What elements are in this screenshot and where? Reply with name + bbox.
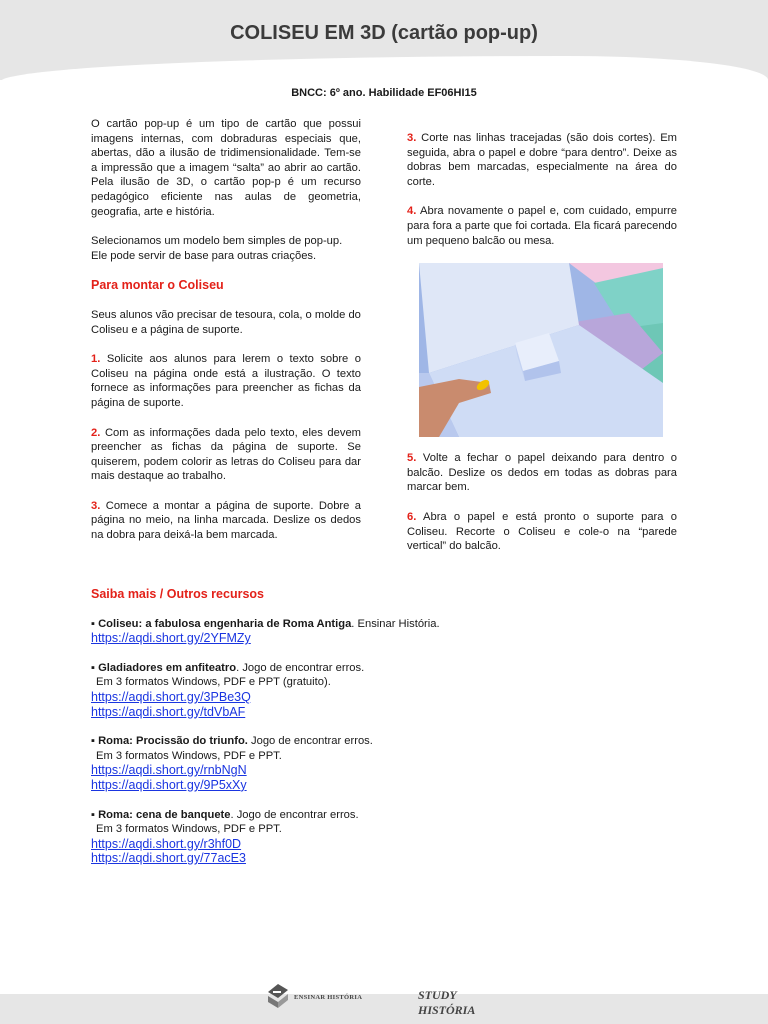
popup-card-illustration xyxy=(419,263,663,437)
step-number: 2. xyxy=(91,426,101,439)
resource-item xyxy=(91,734,511,792)
resource-link[interactable]: https://aqdi.short.gy/77acE3 xyxy=(91,851,246,866)
resource-item xyxy=(91,808,511,866)
step-number: 6. xyxy=(407,510,417,523)
resource-formats: Em 3 formatos Windows, PDF e PPT. xyxy=(96,823,282,836)
resource-link[interactable]: https://aqdi.short.gy/r3hf0D xyxy=(91,836,242,851)
more-resources-section xyxy=(91,587,511,881)
resource-desc: . Jogo de encontrar erros. xyxy=(230,808,359,821)
bullet-icon: ▪ xyxy=(91,808,95,821)
materials-paragraph: Seus alunos vão precisar de tesoura, cola, o molde do Coliseu e a página de suporte. xyxy=(91,308,361,336)
resource-link[interactable]: https://aqdi.short.gy/9P5xXy xyxy=(91,777,247,792)
resource-link[interactable]: https://aqdi.short.gy/2YFMZy xyxy=(91,631,251,646)
bncc-line: BNCC: 6º ano. Habilidade EF06HI15 xyxy=(291,87,477,99)
step-text: Solicite aos alunos para lerem o texto sobre o Coliseu na página onde está a ilustração. O texto fornece as informações para preencher as fichas da página de suporte. xyxy=(91,353,362,409)
step-2 xyxy=(91,426,361,484)
resource-title: Roma: Procissão do triunfo. xyxy=(98,735,248,748)
study-historia-logo xyxy=(416,982,506,1017)
intro-paragraph-2: Selecionamos um modelo bem simples de pop-up. Ele pode servir de base para outras criações. xyxy=(91,235,343,262)
intro-paragraph-1: O cartão pop-up é um tipo de cartão que possui imagens internas, com dobraduras especiais que, abertas, dão a ilusão de tridimensionalidade. Tem-se a impressão que a imagem “salta” ao abrir ao cartão. Pela ilusão de 3D, o cartão pop-p é um recurso pedagógico eficiente nas aulas de geometria, geografia, arte e história. xyxy=(91,118,361,218)
left-column xyxy=(91,117,361,558)
resource-title: Roma: cena de banquete xyxy=(98,808,231,821)
resource-desc: . Ensinar História. xyxy=(351,617,440,630)
resource-link[interactable]: https://aqdi.short.gy/rnbNgN xyxy=(91,763,247,778)
resource-formats: Em 3 formatos Windows, PDF e PPT. xyxy=(96,749,282,762)
bullet-icon: ▪ xyxy=(91,617,95,630)
logo-text: ENSINAR HISTÓRIA xyxy=(294,994,363,1001)
spacer xyxy=(407,437,677,451)
book-icon xyxy=(266,982,290,1010)
ensinar-historia-logo xyxy=(266,982,376,1012)
resource-title: Gladiadores em anfiteatro xyxy=(98,661,237,674)
resource-line xyxy=(91,808,511,823)
step-1 xyxy=(91,352,361,410)
resource-link[interactable]: https://aqdi.short.gy/tdVbAF xyxy=(91,704,246,719)
step-6 xyxy=(407,510,677,554)
popup-card-photo xyxy=(419,263,663,437)
step-3-left xyxy=(91,499,361,543)
step-number: 3. xyxy=(91,499,101,512)
page-title: COLISEU EM 3D (cartão pop-up) xyxy=(230,22,538,44)
section-title-montar: Para montar o Coliseu xyxy=(91,278,224,293)
resource-line xyxy=(91,734,511,749)
bullet-icon: ▪ xyxy=(91,735,95,748)
step-number: 5. xyxy=(407,452,417,465)
step-number: 4. xyxy=(407,205,417,218)
step-number: 3. xyxy=(407,132,417,144)
resource-formats: Em 3 formatos Windows, PDF e PPT (gratuito). xyxy=(96,676,331,689)
step-text: Volte a fechar o papel deixando para dentro o balcão. Deslize os dedos em todas as dobras para marcar bem. xyxy=(407,452,678,494)
right-column xyxy=(407,131,677,569)
bullet-icon: ▪ xyxy=(91,661,95,674)
resource-desc: Jogo de encontrar erros. xyxy=(247,735,373,748)
step-5 xyxy=(407,451,677,495)
resource-line xyxy=(91,617,511,632)
resource-line xyxy=(91,661,511,676)
resource-item xyxy=(91,617,511,646)
section-title-saiba-mais: Saiba mais / Outros recursos xyxy=(91,587,264,601)
step-text: Com as informações dada pelo texto, eles devem preencher as fichas da página de suporte. Se quiserem, podem colorir as letras do Coliseu para dar mais destaque ao trabalho. xyxy=(91,426,362,483)
step-text: Abra novamente o papel e, com cuidado, empurre para fora a parte que foi cortada. Ela ficará parecendo um pequeno balcão ou mesa. xyxy=(407,205,677,247)
resource-link[interactable]: https://aqdi.short.gy/3PBe3Q xyxy=(91,689,251,704)
step-4 xyxy=(407,204,677,248)
footer-logos xyxy=(262,980,522,1017)
step-3-right xyxy=(407,131,677,189)
step-text: Comece a montar a página de suporte. Dobre a página no meio, na linha marcada. Deslize os dedos na dobra para deixá-la bem marcada. xyxy=(91,499,361,542)
step-text: Corte nas linhas tracejadas (são dois cortes). Em seguida, abra o papel e dobre “para dentro”. Deixe as dobras bem marcadas, especialmente na área do corte. xyxy=(407,132,678,188)
logo-text: STUDY HISTÓRIA xyxy=(418,988,476,1017)
step-number: 1. xyxy=(91,353,101,366)
resource-title: Coliseu: a fabulosa engenharia de Roma Antiga xyxy=(98,617,352,630)
resource-item xyxy=(91,661,511,719)
step-text: Abra o papel e está pronto o suporte para o Coliseu. Recorte o Coliseu e cole-o na “parede vertical” do balcão. xyxy=(407,510,677,553)
resource-desc: . Jogo de encontrar erros. xyxy=(236,661,365,674)
